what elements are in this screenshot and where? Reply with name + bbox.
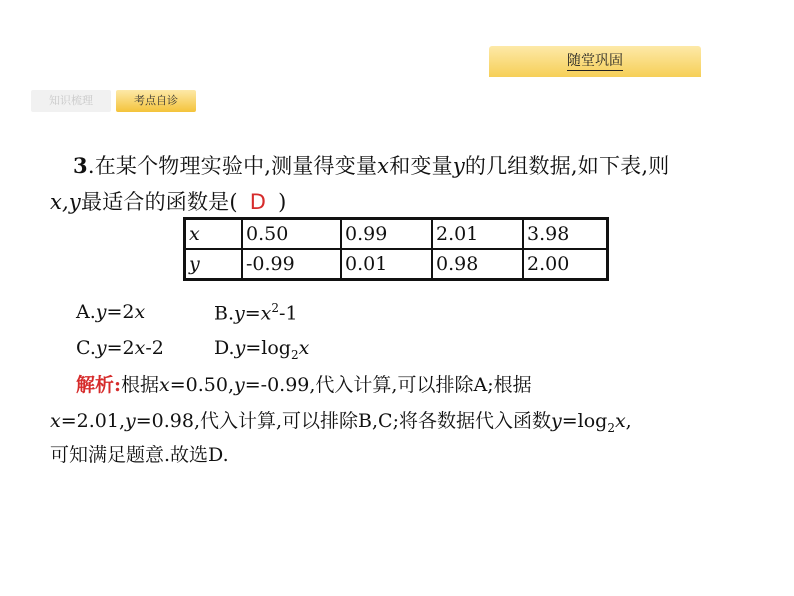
solution-line-3: 可知满足题意.故选D.	[50, 444, 229, 466]
section-tab-label: 随堂巩固	[567, 53, 623, 69]
table-row	[185, 219, 608, 250]
table-cell: -0.99	[242, 249, 341, 280]
section-tab[interactable]	[489, 46, 701, 77]
nav-chip-self-test[interactable]: 考点自诊	[116, 90, 196, 112]
question-line-1: 3.在某个物理实验中,测量得变量x和变量y的几组数据,如下表,则	[73, 153, 670, 178]
option-a: A.y=2x	[76, 301, 146, 323]
solution-label: 解析:	[76, 374, 122, 396]
data-table	[183, 217, 609, 281]
table-cell: 2.01	[432, 219, 523, 250]
solution-line-2: x=2.01,y=0.98,代入计算,可以排除B,C;将各数据代入函数$y=\log_2x$,	[50, 410, 632, 435]
table-cell: 0.01	[341, 249, 432, 280]
option-c: C.y=2x-2	[76, 337, 164, 359]
question-line-2: x,y最适合的函数是( D )	[50, 190, 287, 214]
table-cell: y	[185, 249, 243, 280]
answer-letter: D	[249, 190, 267, 214]
table-cell: 0.98	[432, 249, 523, 280]
table-cell: x	[185, 219, 243, 250]
table-row	[185, 249, 608, 280]
table-cell: 0.99	[341, 219, 432, 250]
option-b: $B.y=x^2-1$	[214, 301, 298, 325]
nav-chip-knowledge[interactable]: 知识梳理	[31, 90, 111, 112]
table-cell: 3.98	[523, 219, 608, 250]
question-number: 3	[73, 153, 88, 178]
solution-line-1: 解析:根据x=0.50,y=-0.99,代入计算,可以排除A;根据	[76, 374, 532, 396]
option-d: $D.y=\log_2x$	[214, 337, 310, 362]
table-cell: 2.00	[523, 249, 608, 280]
table-cell: 0.50	[242, 219, 341, 250]
